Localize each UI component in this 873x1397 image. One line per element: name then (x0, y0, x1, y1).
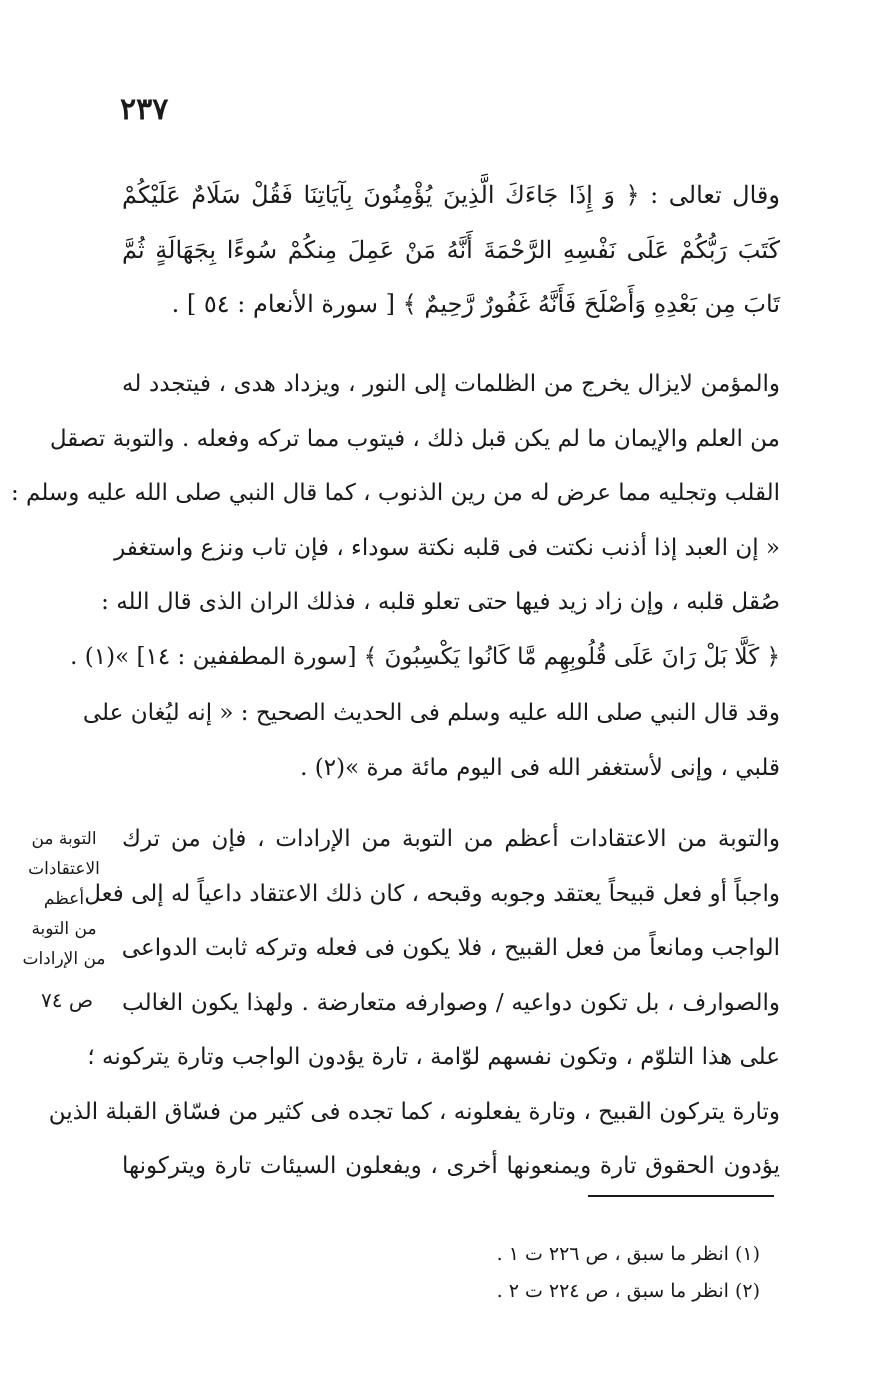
text-line: وقد قال النبي صلى الله عليه وسلم فى الحديث الصحيح : « إنه ليُغان على (82, 700, 780, 726)
footnote: (٢) انظر ما سبق ، ص ٢٢٤ ت ٢ . (496, 1280, 760, 1302)
text-line: والصوارف ، بل تكون دواعيه / وصوارفه متعارضة . ولهذا يكون الغالب (122, 989, 780, 1016)
text-line: على هذا التلوّم ، وتكون نفسهم لوّامة ، تارة يؤدون الواجب وتارة يتركونه ؛ (87, 1044, 780, 1070)
text-line: القلب وتجليه مما عرض له من رين الذنوب ، كما قال النبي صلى الله عليه وسلم : (10, 480, 780, 506)
text-line: وقال تعالى : ﴿ وَ إِذَا جَاءَكَ الَّذِينَ يُؤْمِنُونَ بِآيَاتِنَا فَقُلْ سَلَامٌ عَلَيْكُمْ (122, 181, 780, 209)
text-line: واجباً أو فعل قبيحاً يعتقد وجوبه وقبحه ، كان ذلك الاعتقاد داعياً له إلى فعل (84, 880, 780, 907)
footnotes (380, 1236, 760, 1310)
text-line: كَتَبَ رَبُّكُمْ عَلَى نَفْسِهِ الرَّحْمَةَ أَنَّهُ مَنْ عَمِلَ مِنكُمْ سُوءًا بِجَهَالَةٍ ثُمَّ (122, 235, 780, 264)
text-line: الواجب ومانعاً من فعل القبيح ، فلا يكون فى فعله وتركه ثابت الدواعى (121, 935, 780, 961)
text-line: قلبي ، وإنى لأستغفر الله فى اليوم مائة مرة »(٢) . (300, 754, 780, 781)
text-line: من العلم والإيمان ما لم يكن قبل ذلك ، فيتوب مما تركه وفعله . والتوبة تصقل (49, 425, 780, 452)
text-line: يؤدون الحقوق تارة ويمنعونها أخرى ، ويفعلون السيئات تارة ويتركونها (122, 1153, 780, 1179)
margin-note-line: من الإرادات (22, 949, 106, 969)
footnote: (١) انظر ما سبق ، ص ٢٢٦ ت ١ . (496, 1243, 760, 1265)
margin-note-line: التوبة من (31, 829, 97, 849)
text-line: صُقل قلبه ، وإن زاد زيد فيها حتى تعلو قلبه ، فذلك الران الذى قال الله : (101, 589, 780, 615)
paragraph-hadith (82, 686, 780, 795)
quran-quote-paragraph (122, 168, 780, 332)
margin-page-reference: ص ٧٤ (40, 988, 94, 1012)
text-line: ﴿ كَلَّا بَلْ رَانَ عَلَى قُلُوبِهِم مَّا كَانُوا يَكْسِبُونَ ﴾ [سورة المطففين : ١٤] »(١) . (70, 643, 780, 670)
margin-note-line: من التوبة (31, 919, 97, 939)
text-line: والتوبة من الاعتقادات أعظم من التوبة من الإرادات ، فإن من ترك (122, 826, 780, 852)
footnote-divider (588, 1195, 774, 1197)
text-line: تَابَ مِن بَعْدِهِ وَأَصْلَحَ فَأَنَّهُ غَفُورٌ رَّحِيمٌ ﴾ [ سورة الأنعام : ٥٤ ] . (171, 290, 780, 318)
page-number: ٢٣٧ (120, 92, 169, 127)
paragraph-believer (10, 357, 780, 684)
text-line: وتارة يتركون القبيح ، وتارة يفعلونه ، كما تجده فى كثير من فسّاق القبلة الذين (48, 1098, 780, 1125)
margin-note-line: الاعتقادات أعظم (28, 859, 100, 909)
text-line: والمؤمن لايزال يخرج من الظلمات إلى النور ، ويزداد هدى ، فيتجدد له (122, 371, 780, 397)
margin-note (8, 824, 120, 974)
text-line: « إن العبد إذا أذنب نكتت فى قلبه نكتة سوداء ، فإن تاب ونزع واستغفر (114, 534, 780, 561)
